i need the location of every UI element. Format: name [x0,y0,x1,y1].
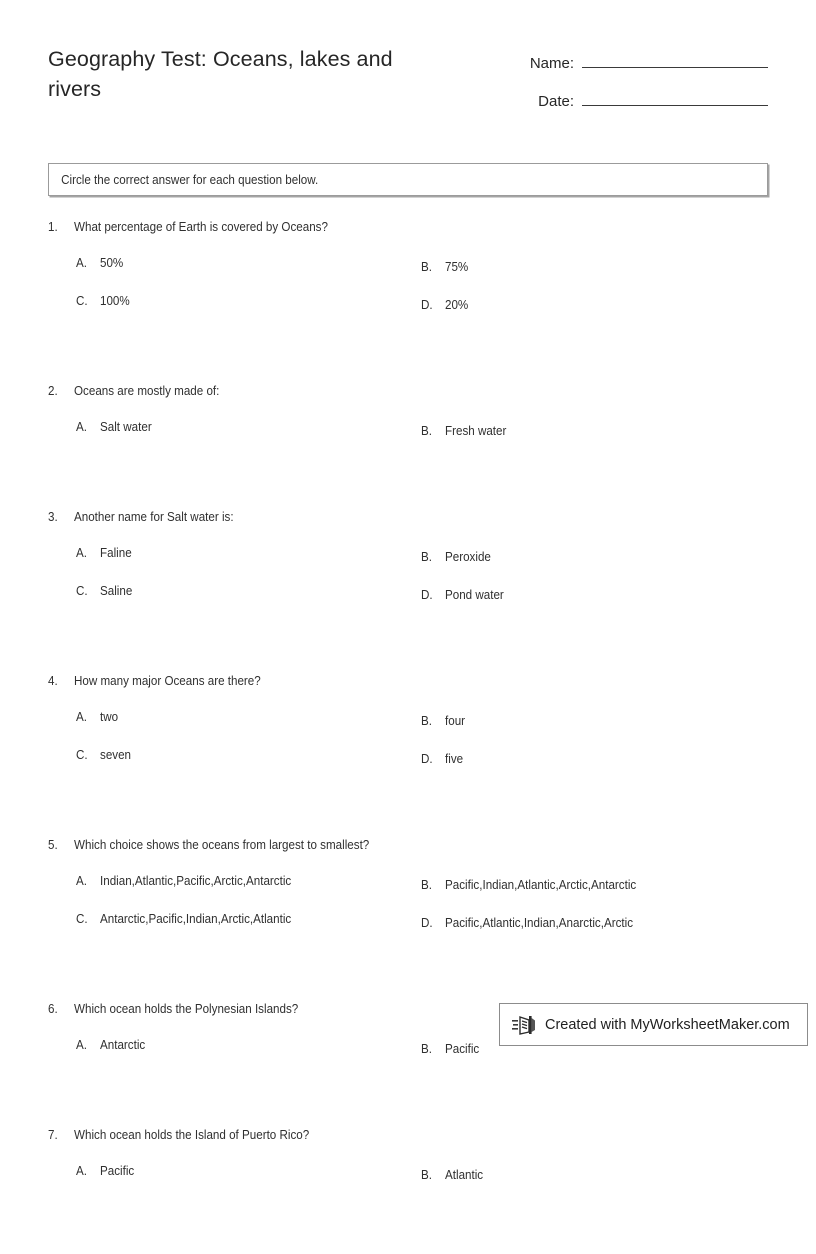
answer-option[interactable] [421,714,467,728]
option-letter: D. [421,752,433,766]
answer-option[interactable] [76,420,156,434]
answer-option[interactable] [76,912,306,926]
option-label: five [445,752,464,766]
question-heading [0,510,816,532]
answer-option[interactable] [76,748,133,762]
directions-text: Circle the correct answer for each question below. [61,172,319,187]
question-text: Which ocean holds the Island of Puerto Rico? [74,1128,310,1142]
option-letter: B. [421,1168,432,1182]
option-letter: A. [76,710,87,724]
answer-option[interactable] [421,588,508,602]
page-title: Geography Test: Oceans, lakes and rivers [48,47,393,101]
option-label: Saline [100,584,133,598]
option-letter: C. [76,294,88,308]
question-text: What percentage of Earth is covered by Oceans? [74,220,328,234]
option-letter: B. [421,550,432,564]
option-row [0,256,816,294]
question-number: 4. [48,674,58,688]
option-label: 50% [100,256,124,270]
option-label: Pacific,Indian,Atlantic,Arctic,Antarctic [445,878,637,892]
option-label: Antarctic,Pacific,Indian,Arctic,Atlantic [100,912,292,926]
option-letter: B. [421,260,432,274]
question-text: Which ocean holds the Polynesian Islands? [74,1002,299,1016]
option-label: Atlantic [445,1168,484,1182]
option-label: two [100,710,119,724]
question-number: 2. [48,384,58,398]
answer-option[interactable] [76,1164,137,1178]
option-label: Peroxide [445,550,491,564]
spacer [0,458,816,510]
option-row [0,748,816,786]
option-letter: A. [76,1038,87,1052]
date-label: Date: [538,93,574,110]
question-block [0,220,816,384]
answer-option[interactable] [76,584,135,598]
option-row [0,912,816,950]
question-number: 3. [48,510,58,524]
answer-option[interactable] [421,752,464,766]
worksheet-maker-logo-icon [512,1013,538,1037]
spacer [0,406,816,420]
question-heading [0,838,816,860]
name-label: Name: [529,55,574,72]
answer-option[interactable] [76,1038,149,1052]
name-input-line[interactable] [582,50,768,68]
option-label: seven [100,748,132,762]
spacer [0,242,816,256]
answer-option[interactable] [76,294,132,308]
question-block [0,838,816,1002]
question-number: 1. [48,220,58,234]
spacer [0,332,816,384]
answer-option[interactable] [76,874,306,888]
question-list [0,220,816,1254]
option-label: 100% [100,294,130,308]
option-letter: D. [421,588,433,602]
worksheet-header [48,44,768,130]
spacer [0,860,816,874]
option-row [0,584,816,622]
option-letter: A. [76,546,87,560]
option-row [0,546,816,584]
question-text: How many major Oceans are there? [74,674,261,688]
spacer [0,1150,816,1164]
spacer [0,950,816,1002]
option-letter: A. [76,256,87,270]
answer-option[interactable] [421,298,470,312]
question-block [0,510,816,674]
option-row [0,710,816,748]
option-row [0,1164,816,1202]
option-label: four [445,714,466,728]
option-letter: B. [421,1042,432,1056]
answer-option[interactable] [421,1168,486,1182]
answer-option[interactable] [421,878,651,892]
spacer [0,696,816,710]
question-text: Another name for Salt water is: [74,510,234,524]
question-block [0,384,816,510]
option-letter: C. [76,584,88,598]
option-label: Faline [100,546,132,560]
question-block [0,674,816,838]
option-label: 75% [445,260,469,274]
option-label: Pacific,Atlantic,Indian,Anarctic,Arctic [445,916,634,930]
spacer [0,786,816,838]
option-letter: B. [421,714,432,728]
option-letter: B. [421,424,432,438]
question-heading [0,1128,816,1150]
question-heading [0,220,816,242]
answer-option[interactable] [421,424,511,438]
answer-option[interactable] [76,546,134,560]
question-text: Which choice shows the oceans from largest to smallest? [74,838,370,852]
option-letter: D. [421,916,433,930]
option-letter: B. [421,878,432,892]
spacer [0,532,816,546]
option-label: Pacific [100,1164,135,1178]
question-heading [0,674,816,696]
student-meta-fields [516,50,768,126]
option-label: Pacific [445,1042,480,1056]
option-row [0,294,816,332]
option-label: Indian,Atlantic,Pacific,Arctic,Antarctic [100,874,292,888]
answer-option[interactable] [421,550,494,564]
question-block [0,1128,816,1254]
question-heading [0,384,816,406]
option-label: Fresh water [445,424,507,438]
question-number: 6. [48,1002,58,1016]
question-number: 7. [48,1128,58,1142]
question-number: 5. [48,838,58,852]
option-label: 20% [445,298,469,312]
option-row [0,420,816,458]
option-label: Salt water [100,420,152,434]
option-row [0,874,816,912]
question-text: Oceans are mostly made of: [74,384,220,398]
option-letter: C. [76,748,88,762]
spacer [0,1202,816,1254]
date-input-line[interactable] [582,88,768,106]
option-label: Antarctic [100,1038,146,1052]
spacer [0,622,816,674]
spacer [0,1076,816,1128]
option-label: Pond water [445,588,504,602]
name-field-row [516,50,768,88]
answer-option[interactable] [76,256,125,270]
directions-box [48,163,768,196]
answer-option[interactable] [421,1042,482,1056]
answer-option[interactable] [76,710,119,724]
watermark-badge [499,1003,808,1046]
option-letter: A. [76,1164,87,1178]
answer-option[interactable] [421,260,470,274]
answer-option[interactable] [421,916,647,930]
option-letter: A. [76,874,87,888]
option-letter: A. [76,420,87,434]
option-letter: C. [76,912,88,926]
watermark-text: Created with MyWorksheetMaker.com [545,1016,790,1033]
option-letter: D. [421,298,433,312]
date-field-row [516,88,768,126]
